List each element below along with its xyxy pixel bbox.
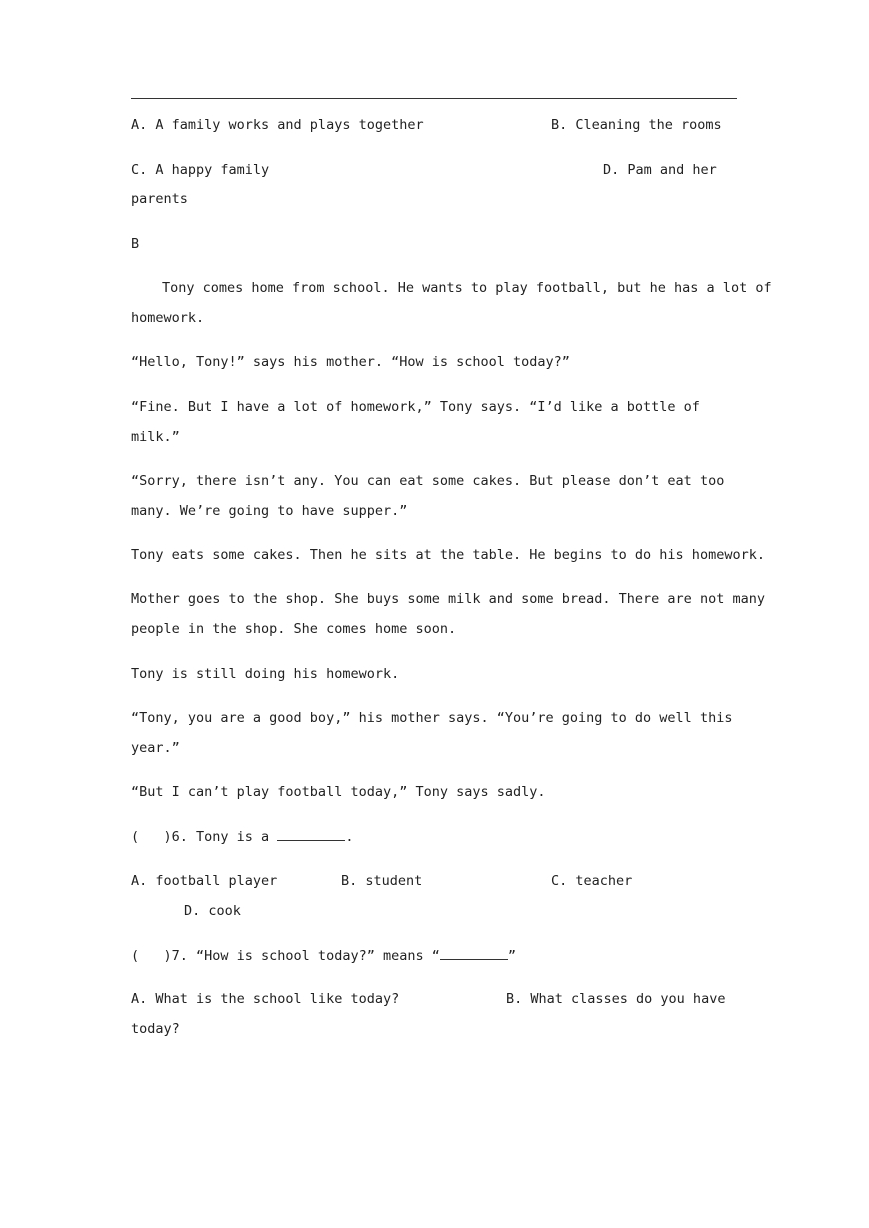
question-7-option-a: A. What is the school like today? (131, 991, 400, 1007)
passage-paragraph-1-cont: homework. (131, 310, 205, 326)
q5-option-d: D. Pam and her (603, 162, 717, 178)
question-7-stem (131, 946, 516, 965)
passage-paragraph-8: “Tony, you are a good boy,” his mother says. “You’re going to do well this (131, 710, 733, 726)
header-rule (131, 98, 737, 99)
question-7-option-b-continuation: today? (131, 1021, 180, 1037)
passage-paragraph-3: “Fine. But I have a lot of homework,” Tony says. “I’d like a bottle of (131, 399, 700, 415)
passage-paragraph-5: Tony eats some cakes. Then he sits at the table. He begins to do his homework. (131, 547, 765, 563)
passage-paragraph-2: “Hello, Tony!” says his mother. “How is school today?” (131, 354, 570, 370)
q5-option-d-continuation: parents (131, 191, 188, 207)
question-7-answer-blank (440, 946, 508, 960)
question-6-stem-prefix: ( )6. Tony is a (131, 829, 278, 845)
passage-paragraph-9: “But I can’t play football today,” Tony says sadly. (131, 784, 546, 800)
passage-paragraph-7: Tony is still doing his homework. (131, 666, 400, 682)
question-6-option-a: A. football player (131, 873, 278, 889)
question-6-stem-suffix: . (345, 829, 354, 845)
q5-option-b: B. Cleaning the rooms (551, 117, 722, 133)
passage-paragraph-1: Tony comes home from school. He wants to play football, but he has a lot of (162, 280, 772, 296)
question-6-option-b: B. student (341, 873, 423, 889)
passage-paragraph-6-cont: people in the shop. She comes home soon. (131, 621, 457, 637)
passage-paragraph-8-cont: year.” (131, 740, 180, 756)
question-6-stem (131, 827, 353, 846)
q5-option-c: C. A happy family (131, 162, 270, 178)
section-label: B (131, 236, 140, 252)
question-6-option-d: D. cook (184, 903, 241, 919)
question-7-option-b: B. What classes do you have (506, 991, 726, 1007)
question-6-option-c: C. teacher (551, 873, 633, 889)
question-7-stem-prefix: ( )7. “How is school today?” means “ (131, 948, 440, 964)
question-6-answer-blank (277, 827, 345, 841)
passage-paragraph-4-cont: many. We’re going to have supper.” (131, 503, 408, 519)
passage-paragraph-3-cont: milk.” (131, 429, 180, 445)
q5-option-a: A. A family works and plays together (131, 117, 424, 133)
question-7-stem-suffix: ” (507, 948, 516, 964)
passage-paragraph-6: Mother goes to the shop. She buys some milk and some bread. There are not many (131, 591, 765, 607)
passage-paragraph-4: “Sorry, there isn’t any. You can eat some cakes. But please don’t eat too (131, 473, 725, 489)
